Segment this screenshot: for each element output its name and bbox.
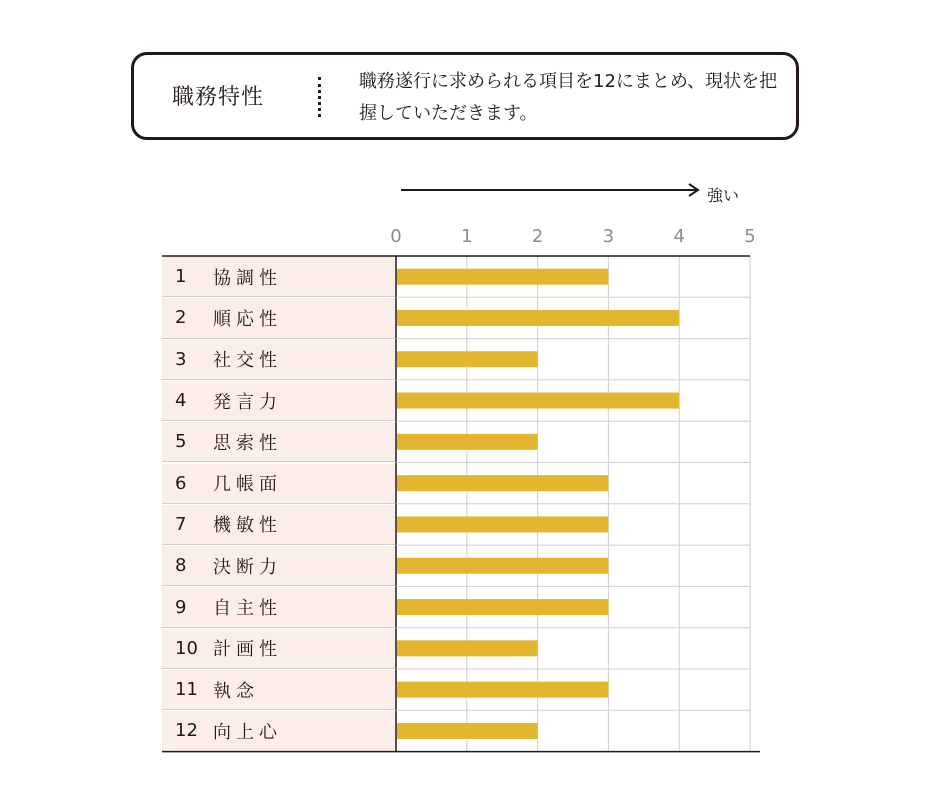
category-number: 12	[175, 720, 198, 742]
category-number: 6	[175, 472, 187, 494]
category-number: 2	[175, 307, 187, 329]
bar	[397, 682, 608, 698]
bar	[397, 640, 538, 656]
category-number: 4	[175, 390, 187, 412]
header-title: 職務特性	[172, 85, 265, 110]
x-tick-label: 2	[531, 226, 544, 247]
category-number: 9	[175, 596, 187, 618]
category-number: 8	[175, 555, 187, 577]
category-number: 1	[175, 266, 187, 288]
category-name: 執念	[213, 680, 259, 702]
bar	[397, 269, 608, 285]
x-tick-label: 4	[673, 226, 685, 247]
category-name: 協調性	[213, 267, 282, 289]
category-number: 11	[175, 679, 198, 701]
bar	[397, 310, 679, 326]
x-tick-label: 0	[390, 226, 402, 247]
category-name: 思索性	[213, 432, 282, 454]
category-number: 10	[175, 637, 198, 659]
x-tick-label: 1	[461, 226, 473, 247]
bar	[397, 351, 538, 367]
header-description: 職務遂行に求められる項目を12にまとめ、現状を把握していただきます。	[359, 71, 778, 124]
category-name: 向上心	[213, 721, 282, 743]
direction-label: 強い	[707, 186, 740, 205]
category-name: 計画性	[213, 639, 282, 661]
category-name: 発言力	[213, 391, 282, 413]
bar	[397, 393, 679, 409]
bar	[397, 599, 608, 615]
category-name: 自主性	[213, 598, 282, 620]
category-name: 機敏性	[213, 515, 282, 537]
x-tick-label: 5	[744, 226, 756, 247]
bar	[397, 558, 608, 574]
category-name: 社交性	[213, 350, 282, 372]
bar	[397, 723, 538, 739]
category-name: 几帳面	[213, 474, 282, 496]
category-name: 順応性	[213, 308, 282, 330]
bar	[397, 475, 608, 491]
category-number: 3	[175, 348, 187, 370]
category-number: 7	[175, 513, 187, 535]
bar	[397, 434, 538, 450]
x-tick-label: 3	[602, 226, 615, 247]
category-number: 5	[175, 431, 187, 453]
category-name: 決断力	[213, 556, 282, 578]
bar	[397, 516, 608, 532]
